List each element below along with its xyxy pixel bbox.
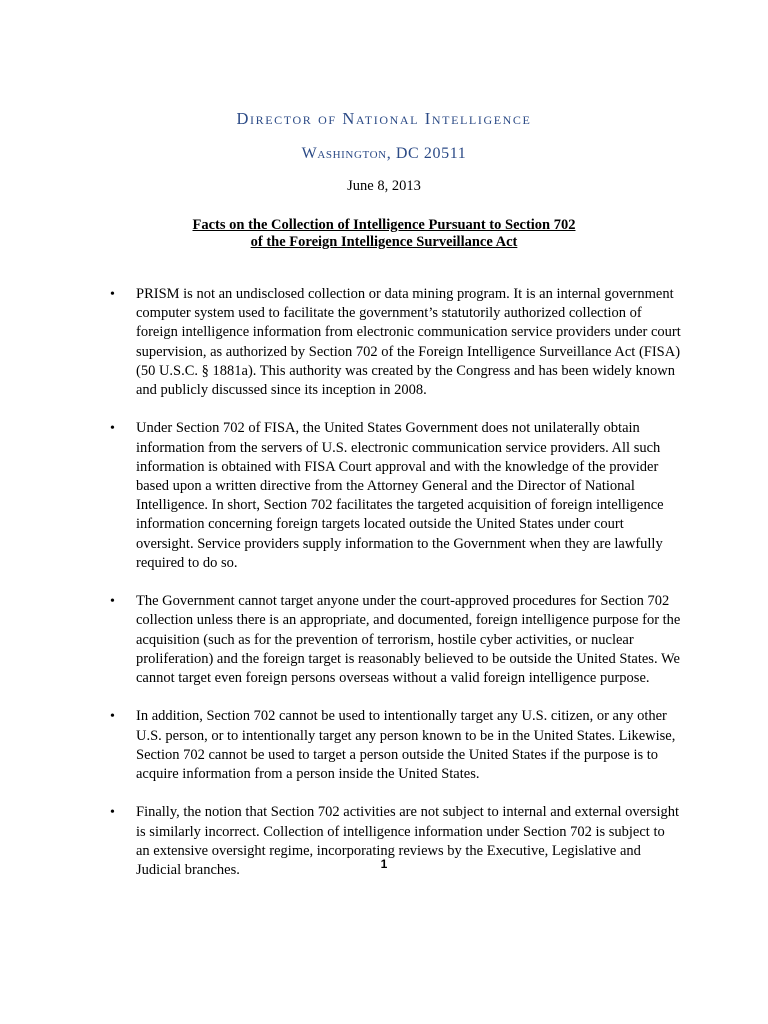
fact-list-item xyxy=(110,592,682,688)
document-title-line-2: of the Foreign Intelligence Surveillance Act xyxy=(250,234,518,250)
fact-text: PRISM is not an undisclosed collection or data mining program. It is an internal government computer system used to facilitate the government’s statutorily authorized collection of foreign intelligence information from electronic communication service providers under court supervision, as authorized by Section 702 of the Foreign Intelligence Surveillance Act (FISA) (50 U.S.C. § 1881a). This authority was created by the Congress and has been widely known and publicly discussed since its inception in 2008. xyxy=(136,286,681,399)
document-title xyxy=(0,217,768,251)
bullet-icon: • xyxy=(110,421,115,437)
fact-list-item xyxy=(110,419,682,573)
fact-list-item xyxy=(110,707,682,784)
bullet-icon: • xyxy=(110,805,115,821)
document-title-line-1: Facts on the Collection of Intelligence Pursuant to Section 702 xyxy=(192,217,576,233)
fact-text: In addition, Section 702 cannot be used to intentionally target any U.S. citizen, or any other U.S. person, or to intentionally target any person known to be in the United States. Likewise, Section 702 cannot be used to target a person outside the United States if the purpose is to acquire information from a person inside the United States. xyxy=(136,708,676,783)
fact-text: Under Section 702 of FISA, the United States Government does not unilaterally obtain information from the servers of U.S. electronic communication service providers. All such information is obtained with FISA Court approval and with the knowledge of the provider based upon a written directive from the Attorney General and the Director of National Intelligence. In short, Section 702 facilitates the targeted acquisition of foreign intelligence information concerning foreign targets located outside the United States under court oversight. Service providers supply information to the Government when they are lawfully required to do so. xyxy=(136,420,664,571)
fact-list xyxy=(110,285,682,899)
page-number: 1 xyxy=(380,857,388,871)
bullet-icon: • xyxy=(110,594,115,610)
letterhead-agency: Director of National Intelligence xyxy=(236,109,532,128)
bullet-icon: • xyxy=(110,709,115,725)
document-date: June 8, 2013 xyxy=(347,178,421,194)
fact-text: The Government cannot target anyone under the court-approved procedures for Section 702 collection unless there is an appropriate, and documented, foreign intelligence purpose for the acquisition (such as for the prevention of terrorism, hostile cyber activities, or nuclear proliferation) and the foreign target is reasonably believed to be outside the United States. We cannot target even foreign persons overseas without a valid foreign intelligence purpose. xyxy=(136,593,681,687)
letterhead-address: Washington, DC 20511 xyxy=(301,145,467,162)
bullet-icon: • xyxy=(110,287,115,302)
fact-text: Finally, the notion that Section 702 activities are not subject to internal and external oversight is similarly incorrect. Collection of intelligence information under Section 702 is subject to an extensive oversight regime, incorporating reviews by the Executive, Legislative and Judicial branches. xyxy=(136,804,680,879)
fact-list-item xyxy=(110,285,682,400)
